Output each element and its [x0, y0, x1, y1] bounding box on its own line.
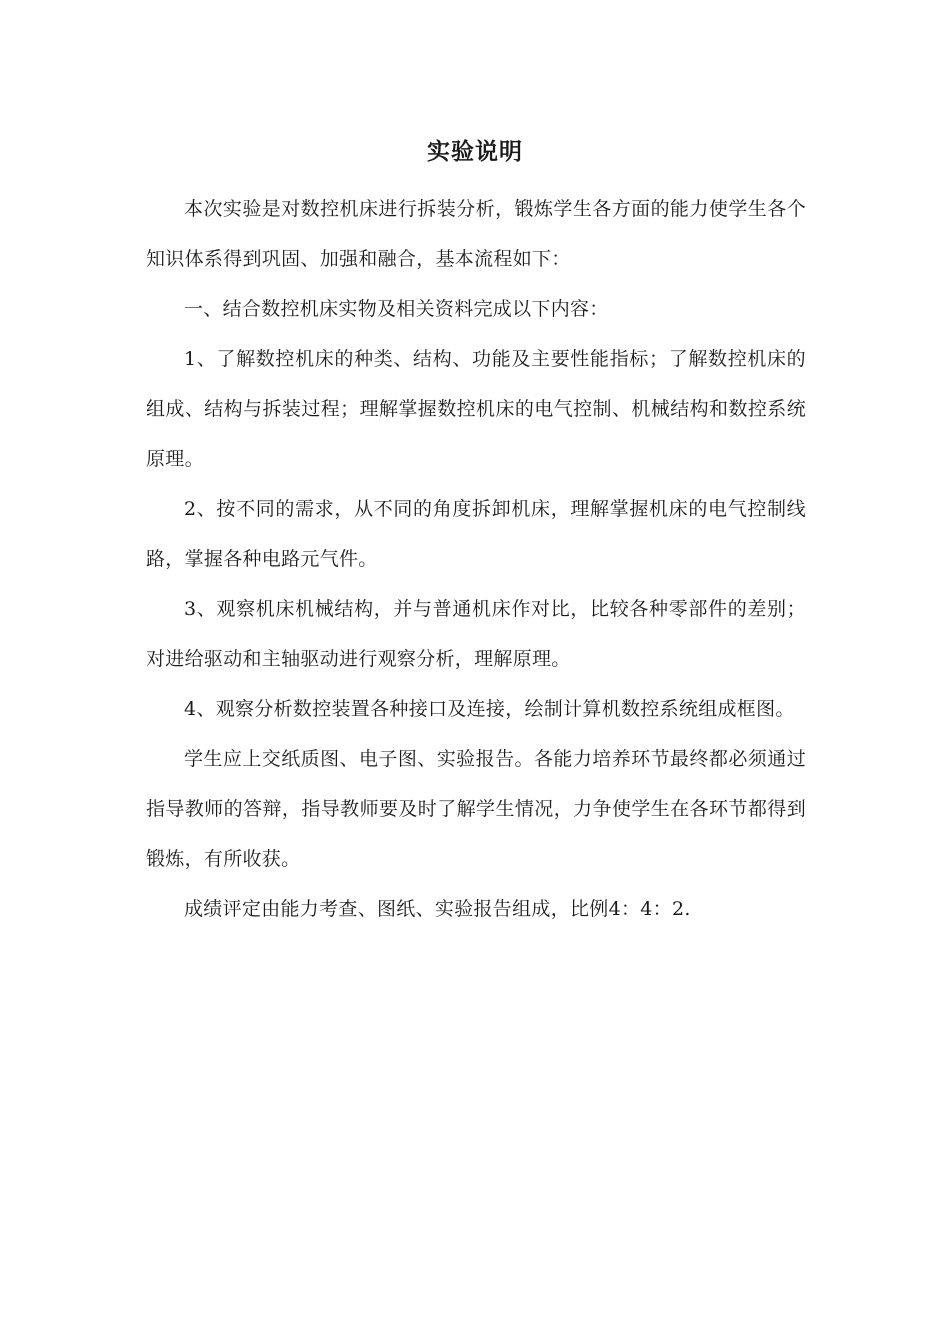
- paragraph-item-3: 3、观察机床机械结构，并与普通机床作对比，比较各种零部件的差别；对进给驱动和主轴驱动进行观察分析，理解原理。: [146, 598, 806, 670]
- paragraph-item-4: 4、观察分析数控装置各种接口及连接，绘制计算机数控系统组成框图。: [184, 698, 795, 720]
- paragraph-grading: 成绩评定由能力考查、图纸、实验报告组成，比例4：4：2.: [184, 898, 691, 920]
- paragraph-item-1: 1、了解数控机床的种类、结构、功能及主要性能指标；了解数控机床的组成、结构与拆装过程；理解掌握数控机床的电气控制、机械结构和数控系统原理。: [146, 348, 806, 470]
- paragraph-intro: 本次实验是对数控机床进行拆装分析，锻炼学生各方面的能力使学生各个知识体系得到巩固、加强和融合，基本流程如下：: [146, 198, 806, 270]
- paragraph-item-2: 2、按不同的需求，从不同的角度拆卸机床，理解掌握机床的电气控制线路，掌握各种电路元气件。: [146, 498, 806, 570]
- document-title: 实验说明: [427, 138, 523, 165]
- paragraph-submission: 学生应上交纸质图、电子图、实验报告。各能力培养环节最终都必须通过指导教师的答辩，指导教师要及时了解学生情况，力争使学生在各环节都得到锻炼，有所收获。: [146, 748, 806, 870]
- paragraph-section-heading: 一、结合数控机床实物及相关资料完成以下内容：: [184, 298, 609, 320]
- document-body: [146, 184, 806, 934]
